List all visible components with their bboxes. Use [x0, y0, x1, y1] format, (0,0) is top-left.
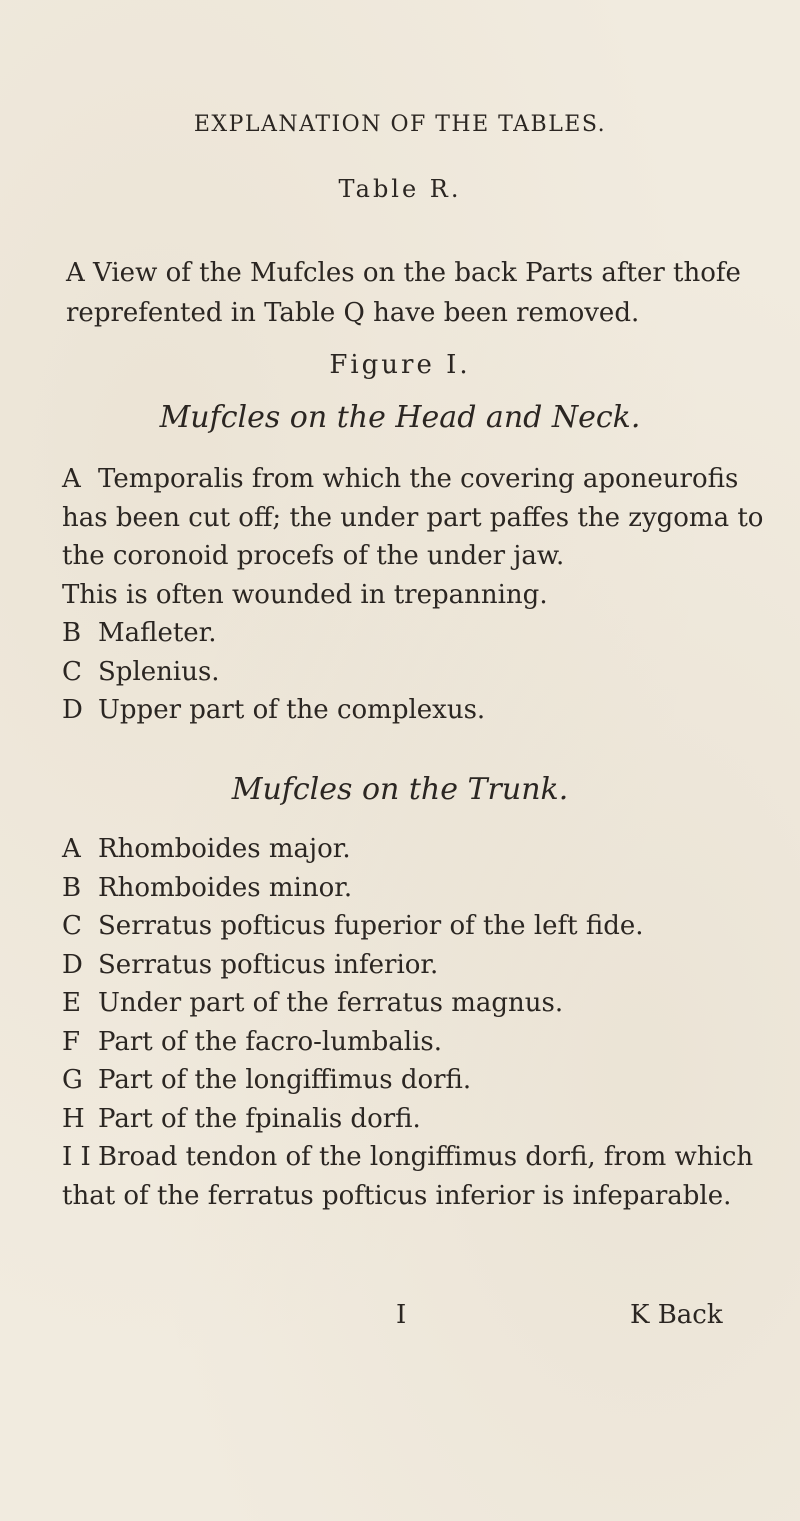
- list-entry: [62, 460, 766, 576]
- entry-text: Under part of the ferratus magnus.: [98, 988, 564, 1018]
- list-entry: [62, 1061, 766, 1100]
- entry-key: D: [62, 695, 83, 725]
- list-entry: [62, 984, 766, 1023]
- signature-mark: I: [396, 1300, 407, 1330]
- intro-paragraph: A View of the Mufcles on the back Parts after thofe reprefented in Table Q have been removed.: [66, 258, 741, 328]
- entry-text: Serratus pofticus inferior.: [98, 949, 439, 980]
- entry-text: Rhomboides minor.: [98, 872, 353, 903]
- list-entry: [62, 830, 766, 869]
- entry-text: Broad tendon of the longiffimus dorfi, from which that of the ferratus pofticus inferior is infeparable.: [62, 1142, 754, 1211]
- list-entry: [62, 946, 766, 985]
- entry-text: Temporalis from which the covering aponeurofis has been cut off; the under part paffes the zygoma to the coronoid procefs of the under jaw.: [62, 464, 764, 571]
- list-entry: [62, 614, 766, 653]
- entry-text: Serratus pofticus fuperior of the left fide.: [98, 911, 644, 941]
- list-entry: [62, 1023, 766, 1062]
- entry-key: C: [62, 911, 82, 941]
- list-entry: [62, 653, 766, 692]
- entry-key: B: [62, 618, 82, 648]
- entry-text: Part of the facro-lumbalis.: [98, 1026, 443, 1057]
- entry-key: H: [62, 1103, 85, 1134]
- head-neck-list: [62, 460, 766, 730]
- entry-key: G: [62, 1065, 83, 1095]
- entry-key: F: [62, 1026, 81, 1057]
- list-entry: [62, 1138, 766, 1215]
- entry-key: I I: [62, 1142, 91, 1172]
- section-heading-head-neck: Mufcles on the Head and Neck.: [159, 400, 641, 435]
- entry-key: B: [62, 872, 82, 903]
- list-entry: [62, 1100, 766, 1139]
- entry-key: A: [62, 464, 81, 494]
- section-heading-trunk: Mufcles on the Trunk.: [231, 772, 569, 807]
- entry-text: Rhomboides major.: [98, 834, 351, 864]
- catchword: K Back: [630, 1300, 723, 1330]
- list-entry: [62, 907, 766, 946]
- running-head: EXPLANATION OF THE TABLES.: [193, 112, 607, 137]
- list-entry: [62, 691, 766, 730]
- figure-title: Figure I.: [329, 350, 471, 380]
- entry-text: Part of the longiffimus dorfi.: [98, 1065, 472, 1095]
- entry-text: Splenius.: [98, 656, 220, 687]
- entry-key: E: [62, 988, 81, 1018]
- entry-text: Mafleter.: [98, 618, 217, 648]
- trunk-list: [62, 830, 766, 1215]
- entry-key: C: [62, 656, 82, 687]
- entry-text: Upper part of the complexus.: [98, 695, 486, 725]
- entry-key: D: [62, 949, 83, 980]
- list-entry: [62, 869, 766, 908]
- table-title: Table R.: [338, 175, 462, 203]
- entry-text: This is often wounded in trepanning.: [62, 579, 548, 610]
- entry-key: A: [62, 834, 81, 864]
- entry-text: Part of the fpinalis dorfi.: [98, 1103, 421, 1134]
- list-entry: [62, 576, 766, 615]
